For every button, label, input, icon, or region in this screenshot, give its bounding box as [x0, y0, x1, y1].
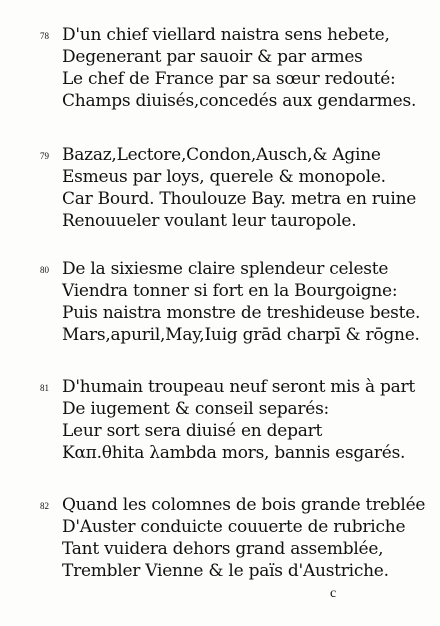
verse-line: Quand les colomnes de bois grande treblée — [62, 495, 426, 515]
verse-line: Car Bourd. Thoulouze Bay. metra en ruine — [62, 189, 417, 209]
signature-mark: c — [330, 586, 337, 601]
verse-line: De la sixiesme claire splendeur celeste — [62, 259, 389, 279]
verse-line: D'humain troupeau neuf seront mis à part — [62, 377, 416, 397]
quatrain-number: 81 — [40, 383, 49, 393]
quatrain-number: 78 — [40, 31, 49, 41]
verse-line: Le chef de France par sa sœur redouté: — [62, 69, 396, 89]
verse-line: D'Auster conduicte couuerte de rubriche — [62, 517, 406, 537]
verse-line: Trembler Vienne & le païs d'Austriche. — [62, 561, 389, 581]
verse-line: D'un chief viellard naistra sens hebete, — [62, 25, 390, 45]
verse-line: Leur sort sera diuisé en depart — [62, 421, 323, 441]
verse-line: Champs diuisés,concedés aux gendarmes. — [62, 91, 417, 111]
verse-line: Tant vuidera dehors grand assemblée, — [62, 539, 384, 559]
verse-line: Viendra tonner si fort en la Bourgoigne: — [62, 281, 398, 301]
verse-line: Esmeus par loys, querele & monopole. — [62, 167, 386, 187]
verse-line: Καπ.θhita λambda mors, bannis esgarés. — [62, 443, 406, 463]
quatrain-number: 82 — [40, 501, 49, 511]
quatrain-number: 80 — [40, 265, 49, 275]
verse-line: Bazaz,Lectore,Condon,Ausch,& Agine — [62, 145, 381, 165]
verse-line: Mars,apuril,May,Iuig grād charpī & rōgne. — [62, 325, 420, 345]
verse-line: Puis naistra monstre de treshideuse beste. — [62, 303, 421, 323]
verse-line: Renouueler voulant leur tauropole. — [62, 211, 357, 231]
verse-line: De iugement & conseil separés: — [62, 399, 330, 419]
verse-line: Degenerant par sauoir & par armes — [62, 47, 363, 67]
quatrain-number: 79 — [40, 151, 49, 161]
